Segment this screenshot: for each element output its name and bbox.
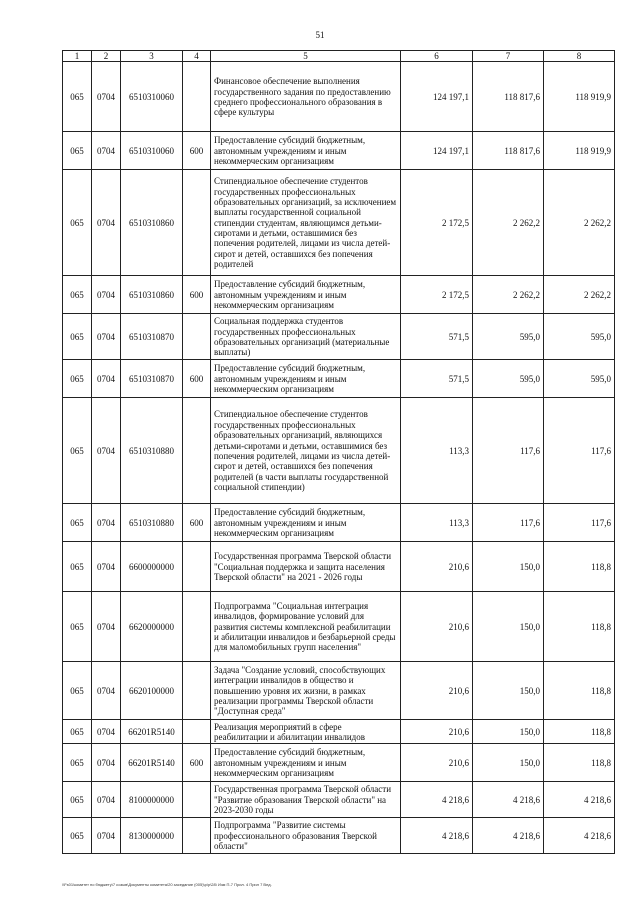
cell-description: Государственная программа Тверской области "Развитие образования Тверской области" на 2023-2030 годы [211, 782, 401, 818]
cell-amount-year-2: 595,0 [473, 314, 544, 360]
cell-amount-year-2: 117,6 [473, 504, 544, 542]
table-row [63, 542, 615, 592]
cell-target-article: 6620100000 [121, 662, 183, 720]
table-row [63, 170, 615, 276]
cell-section-code: 0704 [92, 276, 121, 314]
cell-description: Предоставление субсидий бюджетным, автономным учреждениям и иным некоммерческим организациям [211, 504, 401, 542]
cell-amount-year-3: 118,8 [544, 662, 615, 720]
cell-amount-year-2: 117,6 [473, 398, 544, 504]
cell-amount-year-3: 2 262,2 [544, 276, 615, 314]
cell-ministry-code: 065 [63, 62, 92, 132]
cell-expense-type [183, 170, 211, 276]
cell-expense-type [183, 782, 211, 818]
cell-amount-year-1: 4 218,6 [401, 782, 473, 818]
cell-amount-year-1: 124 197,1 [401, 132, 473, 170]
cell-expense-type [183, 662, 211, 720]
cell-target-article: 6510310860 [121, 276, 183, 314]
table-row [63, 782, 615, 818]
table-row [63, 314, 615, 360]
cell-description: Государственная программа Тверской области "Социальная поддержка и защита населения Тверской области" на 2021 - 2026 годы [211, 542, 401, 592]
table-row [63, 744, 615, 782]
table-row [63, 276, 615, 314]
cell-amount-year-2: 150,0 [473, 542, 544, 592]
cell-amount-year-1: 2 172,5 [401, 170, 473, 276]
cell-ministry-code: 065 [63, 782, 92, 818]
cell-description: Предоставление субсидий бюджетным, автономным учреждениям и иным некоммерческим организациям [211, 276, 401, 314]
cell-expense-type [183, 542, 211, 592]
cell-expense-type [183, 62, 211, 132]
column-header: 6 [401, 51, 473, 62]
cell-amount-year-2: 595,0 [473, 360, 544, 398]
cell-amount-year-2: 4 218,6 [473, 818, 544, 854]
cell-description: Предоставление субсидий бюджетным, автономным учреждениям и иным некоммерческим организациям [211, 132, 401, 170]
cell-ministry-code: 065 [63, 314, 92, 360]
cell-ministry-code: 065 [63, 132, 92, 170]
cell-section-code: 0704 [92, 132, 121, 170]
cell-target-article: 6600000000 [121, 542, 183, 592]
cell-ministry-code: 065 [63, 360, 92, 398]
cell-section-code: 0704 [92, 744, 121, 782]
cell-section-code: 0704 [92, 592, 121, 662]
cell-amount-year-1: 2 172,5 [401, 276, 473, 314]
cell-expense-type [183, 592, 211, 662]
cell-amount-year-2: 2 262,2 [473, 276, 544, 314]
cell-amount-year-3: 118,8 [544, 542, 615, 592]
cell-expense-type: 600 [183, 132, 211, 170]
cell-target-article: 8130000000 [121, 818, 183, 854]
cell-target-article: 6510310870 [121, 314, 183, 360]
table-row [63, 662, 615, 720]
table-row [63, 398, 615, 504]
column-header: 4 [183, 51, 211, 62]
table-row [63, 818, 615, 854]
cell-amount-year-3: 118,8 [544, 592, 615, 662]
cell-ministry-code: 065 [63, 720, 92, 744]
column-header: 1 [63, 51, 92, 62]
cell-target-article: 66201R5140 [121, 744, 183, 782]
cell-amount-year-2: 118 817,6 [473, 132, 544, 170]
cell-section-code: 0704 [92, 314, 121, 360]
cell-amount-year-3: 117,6 [544, 398, 615, 504]
cell-description: Предоставление субсидий бюджетным, автономным учреждениям и иным некоммерческим организациям [211, 744, 401, 782]
table-body [63, 62, 615, 854]
cell-amount-year-3: 4 218,6 [544, 782, 615, 818]
cell-section-code: 0704 [92, 782, 121, 818]
budget-table [62, 50, 615, 854]
column-header: 7 [473, 51, 544, 62]
cell-description: Предоставление субсидий бюджетным, автономным учреждениям и иным некоммерческим организациям [211, 360, 401, 398]
cell-ministry-code: 065 [63, 542, 92, 592]
cell-target-article: 6510310880 [121, 398, 183, 504]
cell-target-article: 6510310860 [121, 170, 183, 276]
cell-description: Подпрограмма "Социальная интеграция инвалидов, формирование условий для развития системы комплексной реабилитации и абилитации инвалидов и безбарьерной среды для маломобильных групп населения" [211, 592, 401, 662]
cell-description: Реализация мероприятий в сфере реабилитации и абилитации инвалидов [211, 720, 401, 744]
column-header: 8 [544, 51, 615, 62]
cell-amount-year-2: 4 218,6 [473, 782, 544, 818]
cell-description: Социальная поддержка студентов государственных профессиональных образовательных организаций (материальные выплаты) [211, 314, 401, 360]
cell-ministry-code: 065 [63, 818, 92, 854]
cell-expense-type [183, 314, 211, 360]
table-row [63, 132, 615, 170]
cell-target-article: 6620000000 [121, 592, 183, 662]
cell-amount-year-1: 113,3 [401, 504, 473, 542]
cell-expense-type [183, 720, 211, 744]
cell-ministry-code: 065 [63, 276, 92, 314]
cell-section-code: 0704 [92, 62, 121, 132]
cell-amount-year-1: 210,6 [401, 592, 473, 662]
cell-description: Стипендиальное обеспечение студентов государственных профессиональных образовательных организаций, за исключением выплаты государственной социальной стипендии студентам, являющимся детьми-сиротами и детьми, оставшимися без попечения родителей, лицами из числа детей-сирот и детей, оставшихся без попечения родителей [211, 170, 401, 276]
cell-section-code: 0704 [92, 720, 121, 744]
cell-amount-year-3: 118,8 [544, 720, 615, 744]
cell-section-code: 0704 [92, 818, 121, 854]
column-header: 2 [92, 51, 121, 62]
cell-amount-year-1: 124 197,1 [401, 62, 473, 132]
cell-section-code: 0704 [92, 170, 121, 276]
table-row [63, 592, 615, 662]
cell-expense-type: 600 [183, 744, 211, 782]
column-header: 5 [211, 51, 401, 62]
cell-ministry-code: 065 [63, 662, 92, 720]
cell-expense-type: 600 [183, 276, 211, 314]
cell-amount-year-2: 150,0 [473, 744, 544, 782]
cell-target-article: 6510310870 [121, 360, 183, 398]
cell-ministry-code: 065 [63, 170, 92, 276]
cell-section-code: 0704 [92, 504, 121, 542]
cell-expense-type: 600 [183, 360, 211, 398]
cell-description: Задача "Создание условий, способствующих интеграции инвалидов в общество и повышению уровня их жизни, в рамках реализации программы Тверской области "Доступная среда" [211, 662, 401, 720]
cell-target-article: 6510310060 [121, 62, 183, 132]
cell-amount-year-1: 210,6 [401, 662, 473, 720]
table-row [63, 360, 615, 398]
cell-amount-year-3: 118,8 [544, 744, 615, 782]
page-number: 51 [315, 30, 325, 40]
cell-amount-year-3: 118 919,9 [544, 132, 615, 170]
cell-amount-year-1: 571,5 [401, 360, 473, 398]
cell-target-article: 66201R5140 [121, 720, 183, 744]
cell-amount-year-1: 571,5 [401, 314, 473, 360]
cell-section-code: 0704 [92, 662, 121, 720]
cell-amount-year-1: 210,6 [401, 542, 473, 592]
table-row [63, 720, 615, 744]
cell-amount-year-3: 2 262,2 [544, 170, 615, 276]
cell-target-article: 6510310880 [121, 504, 183, 542]
cell-section-code: 0704 [92, 360, 121, 398]
cell-target-article: 6510310060 [121, 132, 183, 170]
cell-description: Подпрограмма "Развитие системы профессионального образования Тверской области" [211, 818, 401, 854]
table-row [63, 62, 615, 132]
cell-expense-type [183, 398, 211, 504]
cell-amount-year-1: 113,3 [401, 398, 473, 504]
cell-expense-type: 600 [183, 504, 211, 542]
footer-file-path: \\Fs01\комитет по бюджету\7 созыв\Документы комитета\20 заседание (005)\р\р\28\ Изм П-7 Прил. 4 Прил 7 Вед. [62, 882, 272, 887]
cell-amount-year-2: 2 262,2 [473, 170, 544, 276]
cell-amount-year-2: 118 817,6 [473, 62, 544, 132]
cell-amount-year-3: 118 919,9 [544, 62, 615, 132]
cell-description: Стипендиальное обеспечение студентов государственных профессиональных образовательных организаций, являющихся детьми-сиротами и детьми, оставшимися без попечения родителей, лицами из числа детей-сирот и детей, оставшихся без попечения родителей (в части выплаты государственной социальной стипендии) [211, 398, 401, 504]
cell-section-code: 0704 [92, 542, 121, 592]
cell-amount-year-2: 150,0 [473, 592, 544, 662]
cell-description: Финансовое обеспечение выполнения государственного задания по предоставлению среднего профессионального образования в сфере культуры [211, 62, 401, 132]
cell-amount-year-2: 150,0 [473, 720, 544, 744]
cell-amount-year-2: 150,0 [473, 662, 544, 720]
cell-ministry-code: 065 [63, 504, 92, 542]
table-header-row [63, 51, 615, 62]
cell-amount-year-1: 210,6 [401, 744, 473, 782]
cell-amount-year-3: 117,6 [544, 504, 615, 542]
cell-ministry-code: 065 [63, 744, 92, 782]
cell-section-code: 0704 [92, 398, 121, 504]
column-header: 3 [121, 51, 183, 62]
cell-ministry-code: 065 [63, 592, 92, 662]
cell-target-article: 8100000000 [121, 782, 183, 818]
table-row [63, 504, 615, 542]
cell-amount-year-1: 4 218,6 [401, 818, 473, 854]
cell-expense-type [183, 818, 211, 854]
cell-amount-year-3: 4 218,6 [544, 818, 615, 854]
cell-amount-year-3: 595,0 [544, 314, 615, 360]
cell-amount-year-3: 595,0 [544, 360, 615, 398]
cell-amount-year-1: 210,6 [401, 720, 473, 744]
cell-ministry-code: 065 [63, 398, 92, 504]
